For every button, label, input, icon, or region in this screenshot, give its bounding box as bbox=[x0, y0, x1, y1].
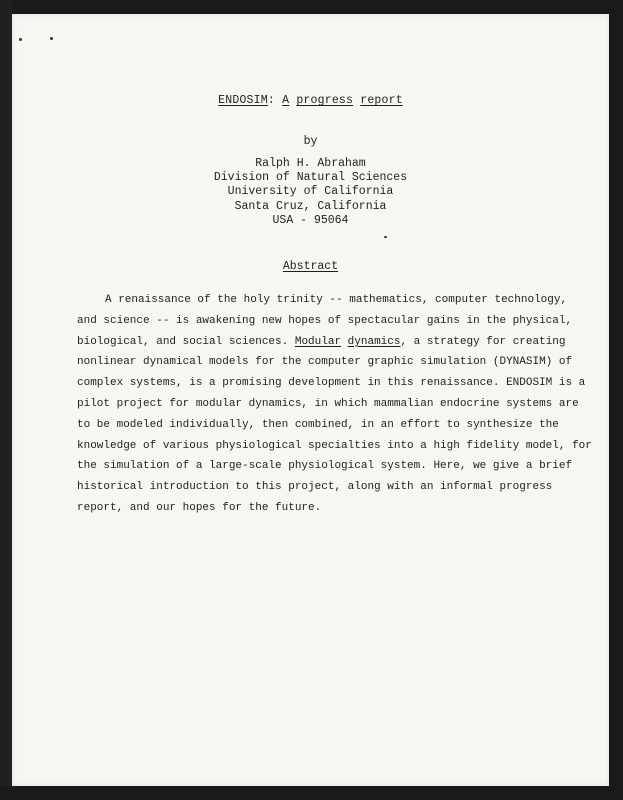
abstract-body bbox=[77, 290, 592, 519]
author-division: Division of Natural Sciences bbox=[213, 171, 408, 185]
abstract-line-text: biological, and social sciences. bbox=[77, 335, 289, 348]
abstract-line-text: , a strategy for creating bbox=[400, 335, 566, 348]
author-country-zip: USA - 95064 bbox=[272, 213, 349, 227]
abstract-line: A renaissance of the holy trinity -- mathematics, computer technology, bbox=[105, 294, 568, 306]
abstract-heading-text: Abstract bbox=[282, 260, 339, 273]
author-name: Ralph H. Abraham bbox=[255, 157, 366, 170]
abstract-line: historical introduction to this project, along with an informal progress bbox=[77, 481, 553, 494]
abstract-line: pilot project for modular dynamics, in which mammalian endocrine systems are bbox=[77, 397, 579, 410]
scan-border-bottom bbox=[0, 786, 623, 800]
title-word: ENDOSIM bbox=[218, 94, 268, 107]
abstract-line: nonlinear dynamical models for the computer graphic simulation (DYNASIM) of bbox=[77, 356, 573, 369]
title-word: progress bbox=[296, 94, 354, 107]
paper-speck bbox=[50, 37, 53, 40]
title-word: report bbox=[360, 94, 403, 107]
byline: by bbox=[303, 135, 318, 148]
term-modular: Modular bbox=[294, 335, 342, 348]
abstract-line: to be modeled individually, then combined, in an effort to synthesize the bbox=[77, 418, 559, 431]
abstract-line: and science -- is awakening new hopes of spectacular gains in the physical, bbox=[77, 314, 573, 327]
title-word: A bbox=[282, 94, 290, 107]
paper-speck bbox=[384, 236, 387, 238]
title-colon: : bbox=[267, 94, 275, 107]
abstract-heading bbox=[12, 260, 609, 273]
page-title bbox=[12, 94, 609, 107]
term-dynamics: dynamics bbox=[347, 335, 401, 348]
scan-border-right bbox=[609, 0, 623, 800]
abstract-line: report, and our hopes for the future. bbox=[77, 501, 322, 514]
author-block bbox=[12, 157, 609, 228]
author-city: Santa Cruz, California bbox=[234, 199, 387, 213]
author-university: University of California bbox=[227, 185, 394, 199]
scan-border-top bbox=[0, 0, 623, 14]
abstract-line: knowledge of various physiological specialties into a high fidelity model, for bbox=[77, 439, 592, 452]
document-page bbox=[12, 14, 609, 786]
scan-border-left bbox=[0, 0, 12, 800]
abstract-line: complex systems, is a promising development in this renaissance. ENDOSIM is a bbox=[77, 377, 586, 390]
paper-speck bbox=[19, 38, 22, 41]
abstract-line: the simulation of a large-scale physiological system. Here, we give a brief bbox=[77, 460, 573, 473]
abstract-line bbox=[77, 332, 566, 353]
